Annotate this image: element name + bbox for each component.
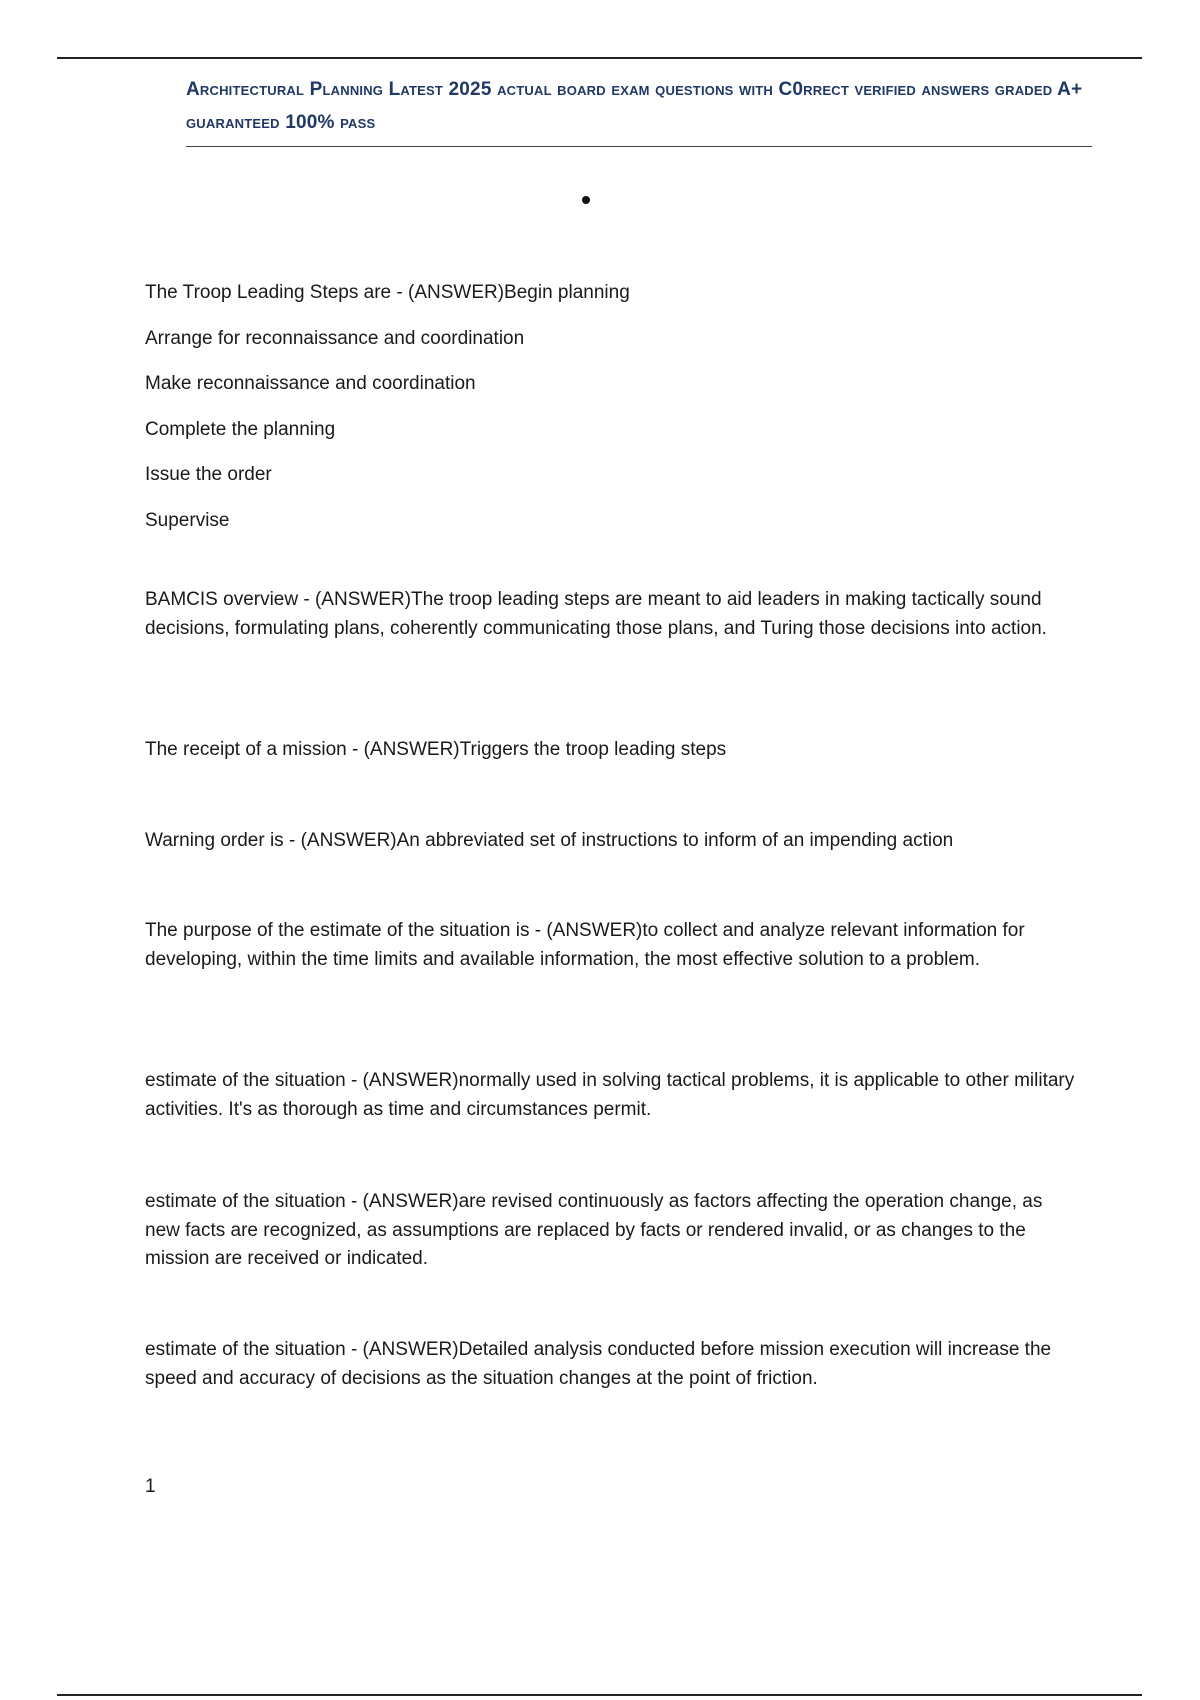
steps-intro: The Troop Leading Steps are - (ANSWER)Begin planning: [145, 282, 630, 303]
bottom-rule: [57, 1694, 1142, 1696]
bullet-dot-icon: [582, 196, 590, 204]
qa-text: Warning order is - (ANSWER)An abbreviated set of instructions to inform of an impending action: [145, 830, 954, 851]
page-number: 1: [145, 1476, 156, 1497]
qa-item: [145, 1336, 1080, 1393]
step-item: Supervise: [145, 509, 230, 531]
top-rule: [57, 57, 1142, 59]
step-item: Make reconnaissance and coordination: [145, 373, 476, 394]
qa-text: estimate of the situation - (ANSWER)normally used in solving tactical problems, it is applicable to other military activities. It's as thorough as time and circumstances permit.: [145, 1070, 1075, 1120]
qa-item: [145, 827, 1080, 856]
qa-item: [145, 586, 1080, 643]
step-item: Arrange for reconnaissance and coordination: [145, 327, 525, 349]
qa-text: The receipt of a mission - (ANSWER)Triggers the troop leading steps: [145, 739, 727, 760]
troop-leading-steps: [145, 270, 1080, 543]
qa-item: [145, 1067, 1080, 1124]
document-title: Architectural Planning Latest 2025 actual board exam questions with C0rrect verified answers graded A+ guaranteed 100% pass: [186, 79, 1083, 133]
qa-item: [145, 1188, 1080, 1274]
step-item: Issue the order: [145, 464, 272, 485]
document-header: [186, 73, 1092, 147]
step-item: Complete the planning: [145, 418, 336, 440]
qa-text: estimate of the situation - (ANSWER)are revised continuously as factors affecting the operation change, as new facts are recognized, as assumptions are replaced by facts or rendered invalid, or as changes to the mission are received or indicated.: [145, 1191, 1043, 1269]
qa-text: BAMCIS overview - (ANSWER)The troop leading steps are meant to aid leaders in making tactically sound decisions, formulating plans, coherently communicating those plans, and Turing those decisions into action.: [145, 589, 1047, 639]
qa-item: [145, 736, 1080, 765]
qa-text: estimate of the situation - (ANSWER)Detailed analysis conducted before mission execution will increase the speed and accuracy of decisions as the situation changes at the point of friction.: [145, 1339, 1052, 1389]
qa-text: The purpose of the estimate of the situation is - (ANSWER)to collect and analyze relevant information for developing, within the time limits and available information, the most effective solution to a problem.: [145, 920, 1025, 970]
qa-item: [145, 917, 1080, 974]
